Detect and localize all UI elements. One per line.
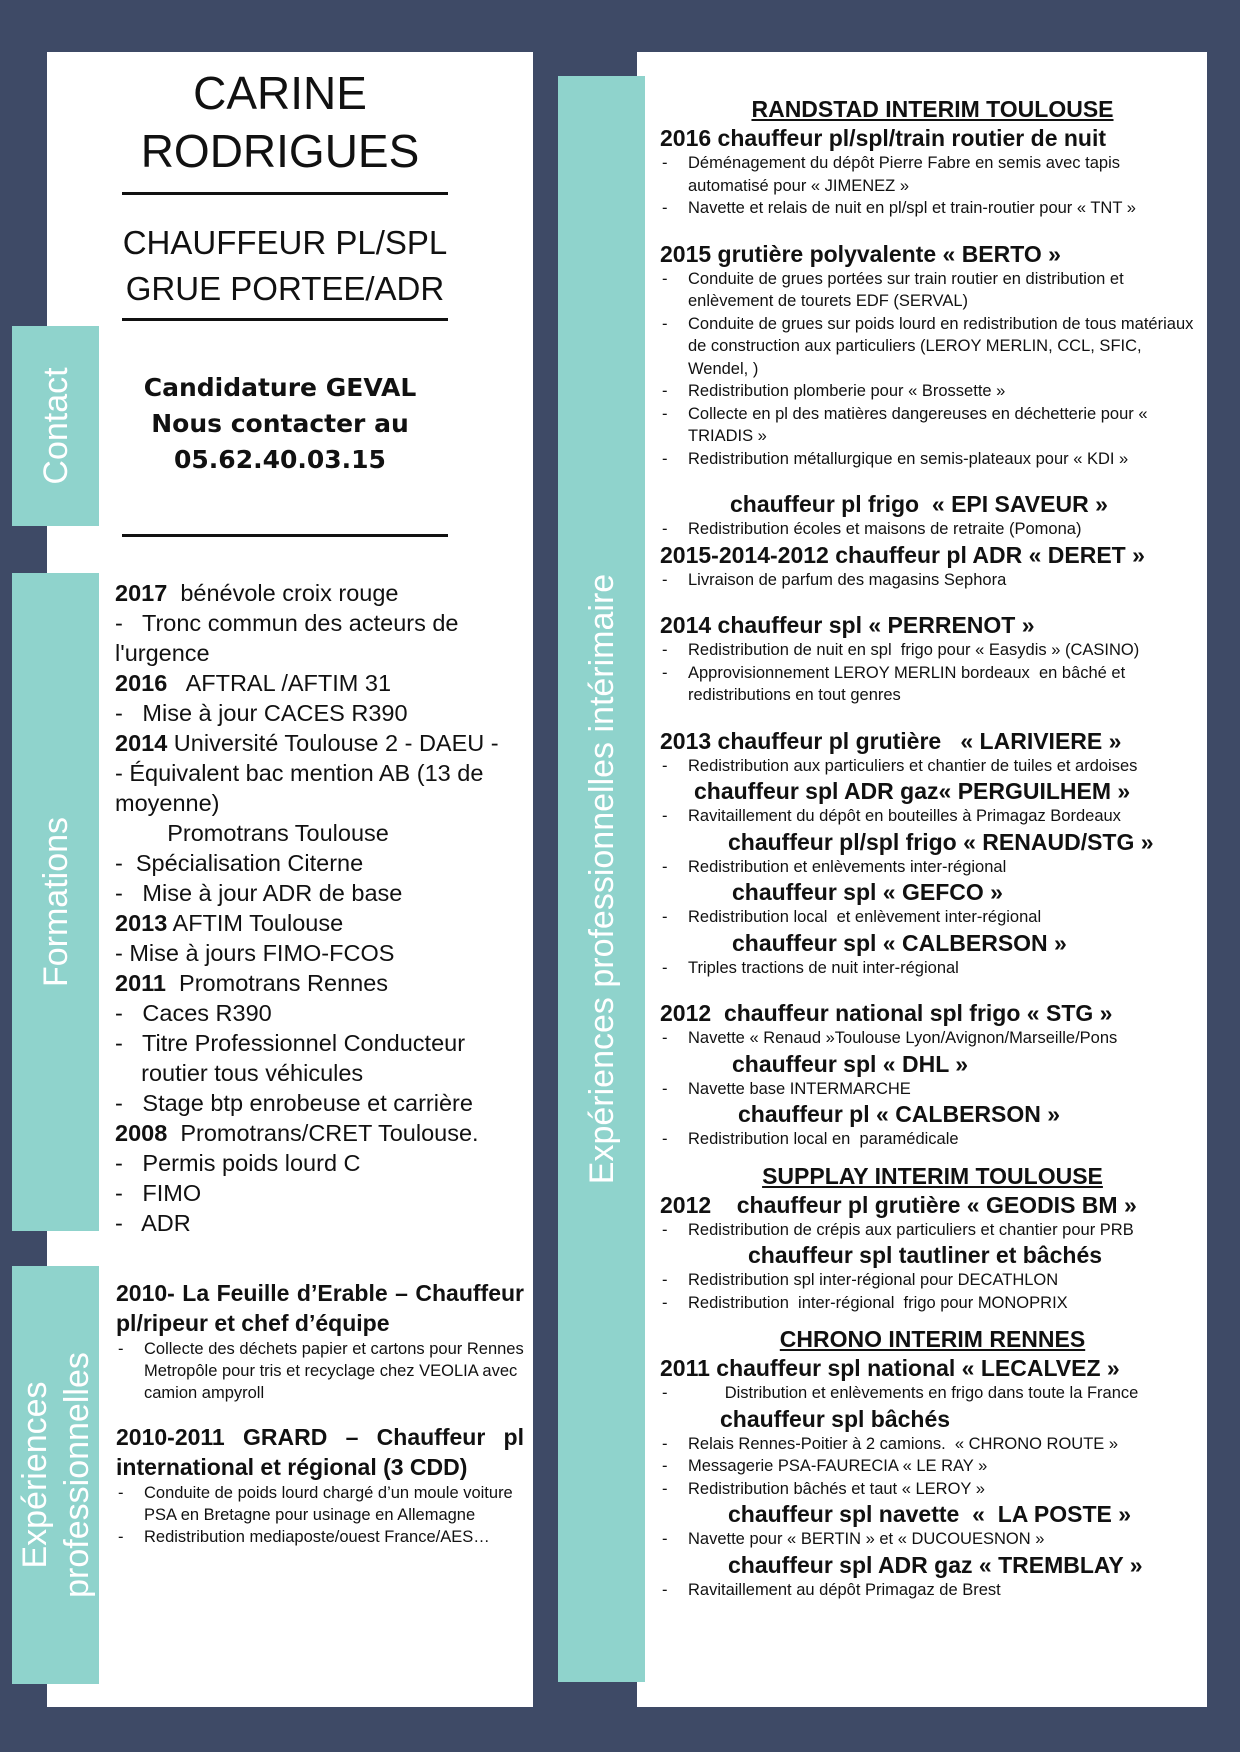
job-entry-title: chauffeur spl navette « LA POSTE » — [728, 1501, 1132, 1527]
spacer — [660, 220, 1205, 240]
job-entry-item: - Redistribution spl inter-régional pour DECATHLON — [660, 1269, 1205, 1292]
formation-line — [115, 1028, 525, 1058]
formation-line — [115, 1118, 525, 1148]
spacer — [660, 979, 1205, 999]
formation-year: 2016 — [115, 670, 168, 696]
formation-line — [115, 608, 525, 638]
formation-text: - Permis poids lourd C — [115, 1150, 361, 1176]
job-entry-title: 2013 chauffeur pl grutière « LARIVIERE » — [660, 727, 1122, 754]
formation-line — [115, 728, 525, 758]
job-entry-item: - Navette et relais de nuit en pl/spl et train-routier pour « TNT » — [660, 197, 1205, 220]
job-entry-title: chauffeur pl/spl frigo « RENAUD/STG » — [728, 828, 1154, 855]
formation-line — [115, 878, 525, 908]
formation-line — [115, 788, 525, 818]
job-entry-item: - Triples tractions de nuit inter-régional — [660, 957, 1205, 980]
experience-item: - Redistribution mediaposte/ouest France/AES… — [116, 1526, 524, 1548]
tab-formations — [12, 573, 99, 1231]
formation-line — [115, 758, 525, 788]
job-entry-item: - Redistribution et enlèvements inter-régional — [660, 856, 1205, 879]
job-entry-item: - Distribution et enlèvements en frigo dans toute la France — [660, 1382, 1205, 1405]
contact-line: Candidature GEVAL — [143, 373, 417, 402]
formation-text: routier tous véhicules — [115, 1060, 364, 1086]
job-entry-item: - Navette pour « BERTIN » et « DUCOUESNON » — [660, 1528, 1205, 1551]
job-entry-item: - Ravitaillement au dépôt Primagaz de Brest — [660, 1579, 1205, 1602]
formation-text: AFTIM Toulouse — [167, 910, 344, 936]
formation-text: - Mise à jour ADR de base — [115, 880, 403, 906]
formation-year: 2017 — [115, 580, 168, 606]
experience-item: - Collecte des déchets papier et cartons pour Rennes Metropôle pour tris et recyclage chez VEOLIA avec camion ampyroll — [116, 1338, 524, 1404]
formation-text: - ADR — [115, 1210, 191, 1236]
divider — [122, 318, 448, 321]
job-entry-item: - Livraison de parfum des magasins Sephora — [660, 569, 1205, 592]
formation-text: Promotrans Rennes — [165, 970, 389, 996]
formation-line — [115, 698, 525, 728]
experience-title: 2010- La Feuille d’Erable – Chauffeur pl/ripeur et chef d’équipe — [116, 1280, 524, 1336]
job-entry-title: chauffeur spl « GEFCO » — [732, 879, 1003, 905]
formation-year: 2013 — [115, 910, 168, 936]
job-title-line2: GRUE PORTEE/ADR — [125, 270, 445, 307]
tab-contact — [12, 326, 99, 526]
job-entry-title: 2012 chauffeur national spl frigo « STG » — [660, 1000, 1113, 1026]
job-entry-item: - Redistribution écoles et maisons de retraite (Pomona) — [660, 518, 1205, 541]
job-entry-item: - Redistribution local et enlèvement inter-régional — [660, 906, 1205, 929]
job-entry-item: - Redistribution aux particuliers et chantier de tuiles et ardoises — [660, 755, 1205, 778]
job-entry-title: 2014 chauffeur spl « PERRENOT » — [660, 612, 1035, 638]
formation-text: - Mise à jour CACES R390 — [115, 700, 408, 726]
spacer — [116, 1404, 524, 1422]
job-entry-item: - Navette « Renaud »Toulouse Lyon/Avignon/Marseille/Pons — [660, 1027, 1205, 1050]
job-entry-title: 2015 grutière polyvalente « BERTO » — [660, 240, 1061, 267]
section-title: SUPPLAY INTERIM TOULOUSE — [762, 1162, 1103, 1189]
spacer — [660, 470, 1205, 490]
tab-experiences — [12, 1266, 99, 1684]
divider — [122, 534, 448, 537]
job-entry-item: - Redistribution de nuit en spl frigo pour « Easydis » (CASINO) — [660, 639, 1205, 662]
job-entry-item: - Redistribution local en paramédicale — [660, 1128, 1205, 1151]
spacer — [660, 1314, 1205, 1324]
job-entry-title: chauffeur spl ADR gaz « TREMBLAY » — [728, 1551, 1143, 1578]
job-entry-title: chauffeur spl ADR gaz« PERGUILHEM » — [694, 778, 1131, 804]
formation-line — [115, 1058, 525, 1088]
last-name: RODRIGUES — [140, 125, 420, 177]
experience-title: 2010-2011 GRARD – Chauffeur pl international et régional (3 CDD) — [116, 1424, 524, 1480]
job-entry-item: - Conduite de grues portées sur train routier en distribution et enlèvement de tourets EDF (SERVAL) — [660, 268, 1205, 313]
experiences-list — [116, 1278, 524, 1548]
job-entry-item: - Redistribution métallurgique en semis-plateaux pour « KDI » — [660, 448, 1205, 471]
job-entry-item: - Redistribution bâchés et taut « LEROY » — [660, 1478, 1205, 1501]
job-entry-title: chauffeur spl « DHL » — [732, 1050, 969, 1077]
contact-line: Nous contacter au — [151, 409, 409, 438]
contact-block — [95, 370, 465, 478]
job-entry-item: - Collecte en pl des matières dangereuses en déchetterie pour « TRIADIS » — [660, 403, 1205, 448]
interim-experiences — [660, 94, 1205, 1601]
formation-line — [115, 998, 525, 1028]
formation-text: - Mise à jours FIMO-FCOS — [115, 940, 395, 966]
formation-text: - FIMO — [115, 1180, 202, 1206]
job-title — [70, 220, 500, 312]
formation-text: bénévole croix rouge — [167, 580, 399, 606]
formation-line — [115, 818, 525, 848]
formation-text: Université Toulouse 2 - DAEU - — [167, 730, 499, 756]
job-entry-title: chauffeur spl tautliner et bâchés — [748, 1242, 1103, 1268]
formation-line — [115, 1148, 525, 1178]
formation-line — [115, 938, 525, 968]
job-entry-item: - Redistribution plomberie pour « Brossette » — [660, 380, 1205, 403]
spacer — [660, 1151, 1205, 1161]
formation-text: moyenne) — [115, 790, 220, 816]
formation-year: 2011 — [115, 970, 166, 996]
job-entry-item: - Redistribution inter-régional frigo pour MONOPRIX — [660, 1292, 1205, 1315]
formation-text: - Caces R390 — [115, 1000, 272, 1026]
formation-line — [115, 908, 525, 938]
section-title: RANDSTAD INTERIM TOULOUSE — [751, 96, 1114, 122]
formations-list — [115, 578, 525, 1238]
job-entry-title: 2011 chauffeur spl national « LECALVEZ » — [660, 1355, 1120, 1381]
formation-text: - Stage btp enrobeuse et carrière — [115, 1090, 473, 1116]
formation-text: - Équivalent bac mention AB (13 de — [115, 760, 484, 786]
job-entry-item: - Ravitaillement du dépôt en bouteilles à Primagaz Bordeaux — [660, 805, 1205, 828]
section-title: CHRONO INTERIM RENNES — [779, 1326, 1086, 1352]
job-entry-item: - Relais Rennes-Poitier à 2 camions. « CHRONO ROUTE » — [660, 1433, 1205, 1456]
job-entry-title: chauffeur spl « CALBERSON » — [732, 929, 1067, 956]
tab-experiences-line1: Expériences — [15, 1381, 54, 1569]
formation-text: - Spécialisation Citerne — [115, 850, 364, 876]
formation-line — [115, 578, 525, 608]
job-entry-item: - Messagerie PSA-FAURECIA « LE RAY » — [660, 1455, 1205, 1478]
tab-formations-label: Formations — [36, 816, 75, 988]
formation-line — [115, 968, 525, 998]
candidate-name — [95, 64, 465, 180]
formation-line — [115, 1178, 525, 1208]
tab-experiences-label — [14, 1352, 98, 1598]
formation-text: - Tronc commun des acteurs de — [115, 610, 459, 636]
formation-line — [115, 1088, 525, 1118]
formation-line — [115, 848, 525, 878]
spacer — [660, 707, 1205, 727]
tab-experiences-line2: professionnelles — [57, 1352, 96, 1598]
spacer — [660, 591, 1205, 611]
tab-interim — [558, 76, 645, 1682]
job-entry-item: - Redistribution de crépis aux particuliers et chantier pour PRB — [660, 1219, 1205, 1242]
job-entry-item: - Navette base INTERMARCHE — [660, 1078, 1205, 1101]
job-entry-item: - Approvisionnement LEROY MERLIN bordeaux en bâché et redistributions en tout genres — [660, 662, 1205, 707]
divider — [122, 192, 448, 195]
tab-interim-label: Expériences professionnelles intérimaire — [582, 573, 621, 1185]
job-entry-title: 2015-2014-2012 chauffeur pl ADR « DERET » — [660, 541, 1145, 568]
job-entry-item: - Déménagement du dépôt Pierre Fabre en semis avec tapis automatisé pour « JIMENEZ » — [660, 152, 1205, 197]
job-entry-title: chauffeur pl « CALBERSON » — [738, 1101, 1061, 1127]
formation-text: Promotrans/CRET Toulouse. — [167, 1120, 479, 1146]
tab-contact-label: Contact — [36, 367, 75, 485]
formation-year: 2008 — [115, 1120, 168, 1146]
phone-number: 05.62.40.03.15 — [174, 445, 386, 474]
experience-item: - Conduite de poids lourd chargé d’un moule voiture PSA en Bretagne pour usinage en Allemagne — [116, 1482, 524, 1526]
job-entry-title: 2016 chauffeur pl/spl/train routier de nuit — [660, 125, 1107, 151]
formation-text: l'urgence — [115, 640, 210, 666]
formation-text: AFTRAL /AFTIM 31 — [167, 670, 392, 696]
formation-year: 2014 — [115, 730, 168, 756]
job-entry-title: 2012 chauffeur pl grutière « GEODIS BM » — [660, 1191, 1137, 1218]
formation-line — [115, 1208, 525, 1238]
job-title-line1: CHAUFFEUR PL/SPL — [122, 224, 448, 261]
formation-text: Promotrans Toulouse — [115, 820, 389, 846]
formation-line — [115, 638, 525, 668]
formation-text: - Titre Professionnel Conducteur — [115, 1030, 466, 1056]
job-entry-item: - Conduite de grues sur poids lourd en redistribution de tous matériaux de construction aux particuliers (LEROY MERLIN, CCL, SFIC, Wendel, ) — [660, 313, 1205, 381]
first-name: CARINE — [193, 67, 367, 119]
job-entry-title: chauffeur spl bâchés — [720, 1405, 951, 1432]
formation-line — [115, 668, 525, 698]
job-entry-title: chauffeur pl frigo « EPI SAVEUR » — [730, 491, 1108, 517]
